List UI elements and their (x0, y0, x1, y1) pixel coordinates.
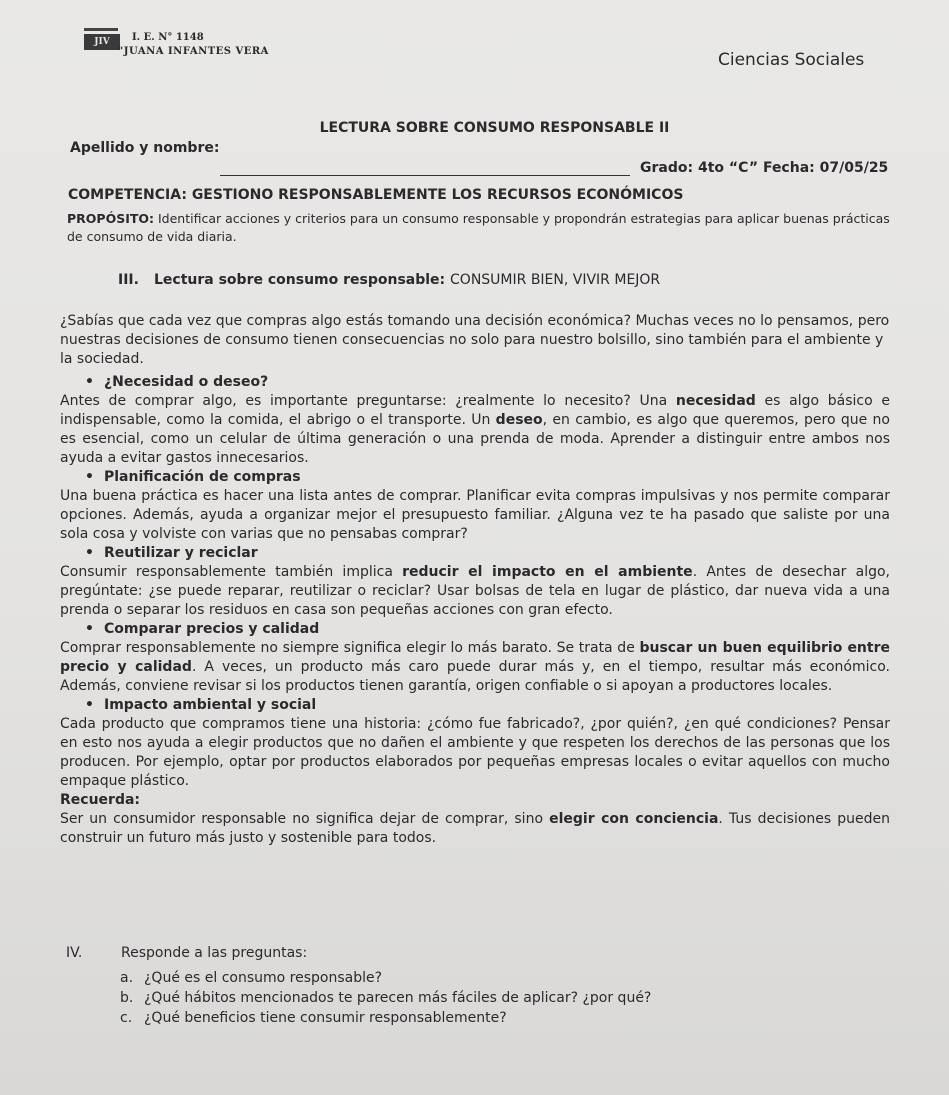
section-3-heading (118, 272, 660, 288)
section-3-label: Lectura sobre consumo responsable: (154, 272, 451, 288)
section-3-number: III. (118, 272, 139, 288)
section-4-label: Responde a las preguntas: (121, 945, 308, 961)
recuerda-paragraph: Ser un consumidor responsable no significa dejar de comprar, sino elegir con conciencia. Tus decisiones pueden construir un futuro más justo y sostenible para todos. (60, 811, 890, 846)
grade-date-info: Grado: 4to “C” Fecha: 07/05/25 (640, 160, 889, 176)
school-name: "JUANA INFANTES VERA (118, 46, 269, 57)
bullet-paragraph: Consumir responsablemente también implica reducir el impacto en el ambiente. Antes de desechar algo, pregúntate: ¿se puede reparar, reutilizar o reciclar? Usar bolsas de tela en lugar de plástico, dar nueva vida a una prenda o separar los residuos en casa son pequeñas acciones con gran efecto. (60, 564, 891, 618)
school-number: I. E. N° 1148 (132, 32, 204, 43)
question-item: a. ¿Qué es el consumo responsable? (120, 970, 383, 986)
bullet-icon: • (85, 545, 94, 561)
name-field-line[interactable] (220, 175, 630, 176)
school-logo: JIV (84, 34, 120, 50)
bullet-heading: • Reutilizar y reciclar (60, 544, 890, 563)
bullet-icon: • (85, 469, 94, 485)
bullet-heading: • ¿Necesidad o deseo? (60, 373, 890, 392)
bullet-paragraph: Una buena práctica es hacer una lista antes de comprar. Planificar evita compras impulsivas y nos permite comparar opciones. Además, ayuda a organizar mejor el presupuesto familiar. ¿Alguna vez te ha pasado que saliste por una sola cosa y volviste con varias que no pensabas comprar? (60, 488, 890, 542)
proposito-text (67, 210, 907, 246)
bullet-icon: • (85, 697, 94, 713)
question-item: c. ¿Qué beneficios tiene consumir responsablemente? (120, 1010, 507, 1026)
reading-content (60, 312, 890, 848)
bullet-paragraph: Antes de comprar algo, es importante preguntarse: ¿realmente lo necesito? Una necesidad es algo básico e indispensable, como la comida, el abrigo o el transporte. Un deseo, en cambio, es algo que queremos, pero que no es esencial, como un celular de última generación o una prenda de moda. Aprender a distinguir entre ambos nos ayuda a evitar gastos innecesarios. (60, 393, 891, 466)
bullet-heading: • Impacto ambiental y social (60, 696, 890, 715)
bullet-paragraph: Cada producto que compramos tiene una historia: ¿cómo fue fabricado?, ¿por quién?, ¿en qué condiciones? Pensar en esto nos ayuda a elegir productos que no dañen el ambiente y que respeten los derechos de las personas que los producen. Por ejemplo, optar por productos elaborados por pequeñas empresas locales o evitar aquellos con mucho empaque plástico. (60, 716, 890, 789)
section-3-subtitle: CONSUMIR BIEN, VIVIR MEJOR (450, 272, 661, 288)
bullet-heading: • Comparar precios y calidad (60, 620, 890, 639)
bullet-icon: • (85, 374, 94, 390)
bullet-heading: • Planificación de compras (60, 468, 890, 487)
section-4-heading (60, 945, 307, 961)
proposito-body: Identificar acciones y criterios para un consumo responsable y propondrán estrategias para aplicar buenas prácticas de consumo de vida diaria. (67, 211, 890, 244)
bullet-paragraph: Comprar responsablemente no siempre significa elegir lo más barato. Se trata de buscar un buen equilibrio entre precio y calidad. A veces, un producto más caro puede durar más y, en el tiempo, resultar más económico. Además, conviene revisar si los productos tienen garantía, origen confiable o si apoyan a productores locales. (60, 640, 890, 694)
section-4-number: IV. (66, 945, 83, 961)
competencia-heading: COMPETENCIA: GESTIONO RESPONSABLEMENTE LOS RECURSOS ECONÓMICOS (68, 187, 684, 203)
page-title: LECTURA SOBRE CONSUMO RESPONSABLE II (319, 120, 670, 136)
logo-decoration (84, 28, 118, 31)
subject-label: Ciencias Sociales (718, 50, 865, 70)
question-list (120, 968, 651, 1028)
proposito-label: PROPÓSITO: (67, 211, 155, 226)
intro-paragraph: ¿Sabías que cada vez que compras algo estás tomando una decisión económica? Muchas veces no lo pensamos, pero nuestras decisiones de consumo tienen consecuencias no solo para nuestro bolsillo, sino también para el ambiente y la sociedad. (60, 313, 890, 367)
bullet-icon: • (85, 621, 94, 637)
name-label: Apellido y nombre: (70, 140, 220, 156)
question-item: b. ¿Qué hábitos mencionados te parecen más fáciles de aplicar? ¿por qué? (120, 990, 652, 1006)
recuerda-heading: Recuerda: (60, 792, 141, 808)
